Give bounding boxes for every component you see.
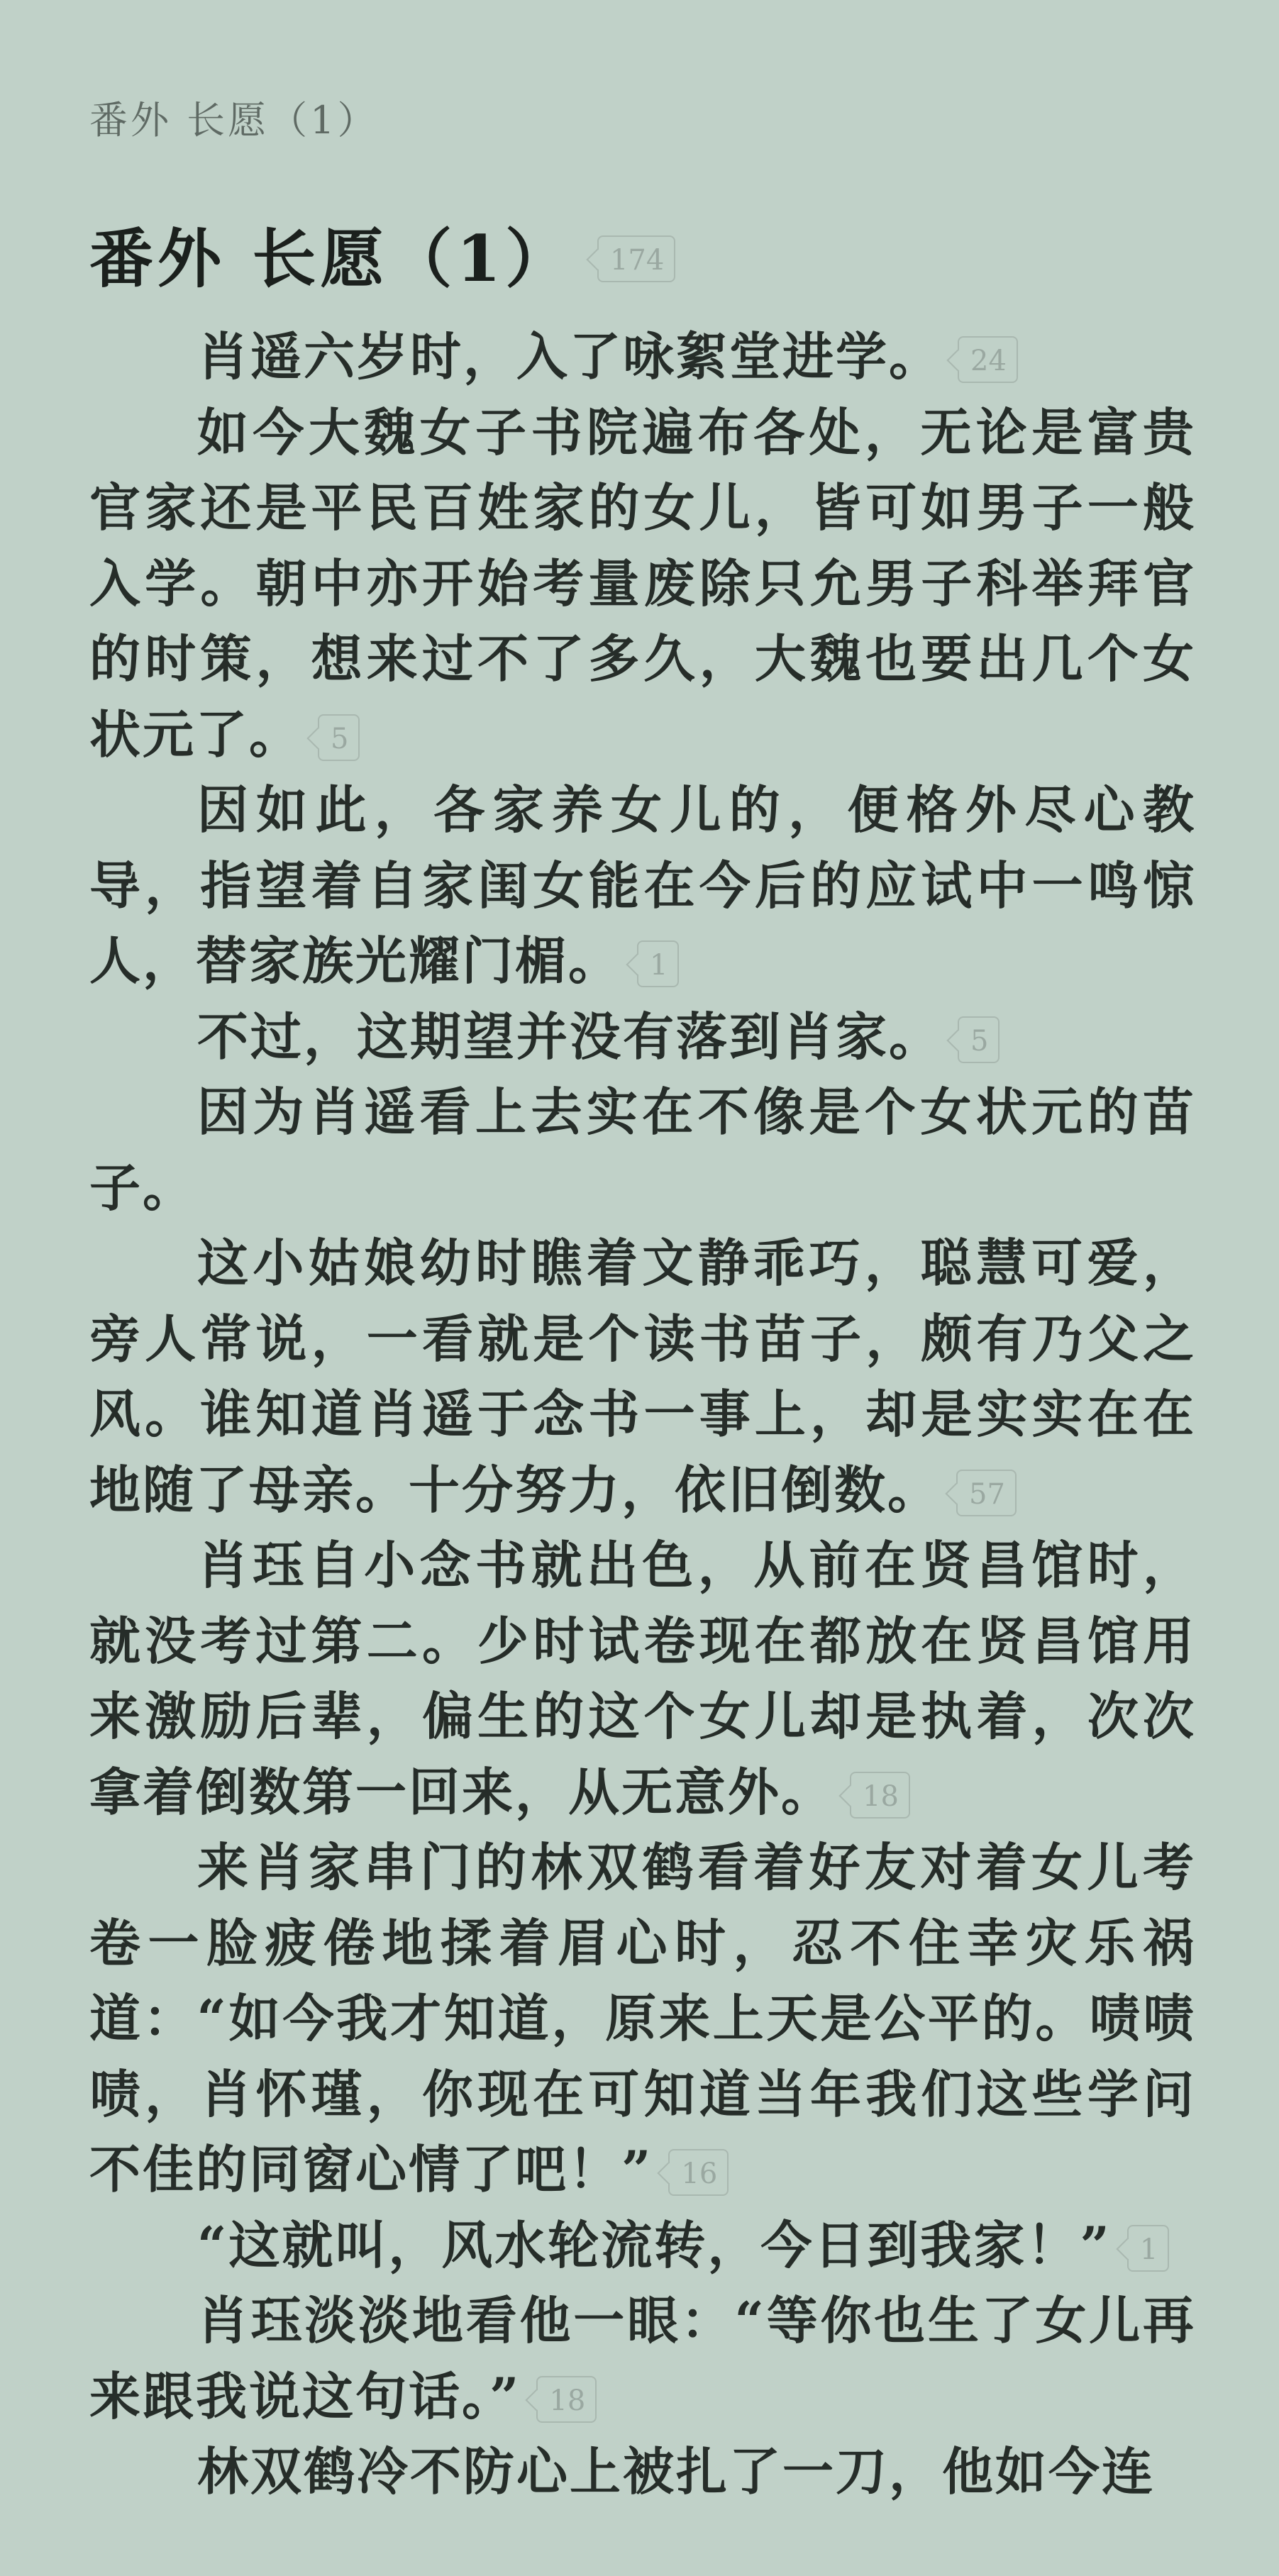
paragraph — [89, 1075, 1196, 1226]
paragraph — [89, 319, 1196, 395]
paragraph-comment-badge[interactable]: 16 — [668, 2149, 729, 2196]
paragraph-comment-badge[interactable]: 1 — [1127, 2225, 1169, 2272]
chapter-title — [89, 220, 675, 298]
paragraph-text: “这就叫，风水轮流转，今日到我家！” — [197, 2214, 1112, 2275]
chapter-body — [89, 319, 1196, 2510]
paragraph-text: 肖珏自小念书就出色，从前在贤昌馆时，就没考过第二。少时试卷现在都放在贤昌馆用来激励后辈，偏生的这个女儿却是执着，次次拿着倒数第一回来，从无意外。 — [89, 1535, 1196, 1822]
paragraph — [89, 395, 1196, 773]
paragraph-text: 如今大魏女子书院遍布各处，无论是富贵官家还是平民百姓家的女儿，皆可如男子一般入学。朝中亦开始考量废除只允男子科举拜官的时策，想来过不了多久，大魏也要出几个女状元了。 — [89, 401, 1196, 765]
paragraph — [89, 772, 1196, 999]
paragraph — [89, 999, 1196, 1075]
paragraph — [89, 1830, 1196, 2208]
paragraph-comment-badge[interactable]: 18 — [850, 1772, 910, 1819]
paragraph-text: 因如此，各家养女儿的，便格外尽心教导，指望着自家闺女能在今后的应试中一鸣惊人，替家族光耀门楣。 — [89, 779, 1196, 991]
paragraph-comment-badge[interactable]: 57 — [956, 1470, 1017, 1516]
paragraph-comment-badge[interactable]: 18 — [536, 2376, 597, 2423]
paragraph-comment-badge[interactable]: 5 — [958, 1016, 1000, 1063]
paragraph — [89, 2434, 1196, 2510]
chapter-comment-badge[interactable]: 174 — [597, 235, 675, 282]
paragraph-text: 肖遥六岁时，入了咏絮堂进学。 — [197, 326, 943, 387]
paragraph — [89, 2208, 1196, 2284]
paragraph-comment-badge[interactable]: 24 — [958, 336, 1018, 383]
paragraph-comment-badge[interactable]: 5 — [318, 714, 360, 761]
paragraph — [89, 1528, 1196, 1830]
paragraph — [89, 2283, 1196, 2434]
running-header: 番外 长愿（1） — [89, 98, 379, 143]
paragraph-text: 来肖家串门的林双鹤看着好友对着女儿考卷一脸疲倦地揉着眉心时，忍不住幸灾乐祸道：“如今我才知道，原来上天是公平的。啧啧啧，肖怀瑾，你现在可知道当年我们这些学问不佳的同窗心情了吧！” — [89, 1837, 1196, 2199]
chapter-title-text: 番外 长愿（1） — [89, 221, 573, 296]
paragraph-text: 这小姑娘幼时瞧着文静乖巧，聪慧可爱，旁人常说，一看就是个读书苗子，颇有乃父之风。谁知道肖遥于念书一事上，却是实实在在地随了母亲。十分努力，依旧倒数。 — [89, 1233, 1196, 1520]
paragraph-comment-badge[interactable]: 1 — [637, 940, 679, 987]
paragraph-text: 肖珏淡淡地看他一眼：“等你也生了女儿再来跟我说这句话。” — [89, 2290, 1196, 2426]
paragraph-text: 不过，这期望并没有落到肖家。 — [197, 1006, 943, 1067]
paragraph-text: 因为肖遥看上去实在不像是个女状元的苗子。 — [89, 1082, 1196, 1218]
paragraph-text: 林双鹤冷不防心上被扎了一刀，他如今连 — [197, 2441, 1156, 2502]
paragraph — [89, 1226, 1196, 1528]
